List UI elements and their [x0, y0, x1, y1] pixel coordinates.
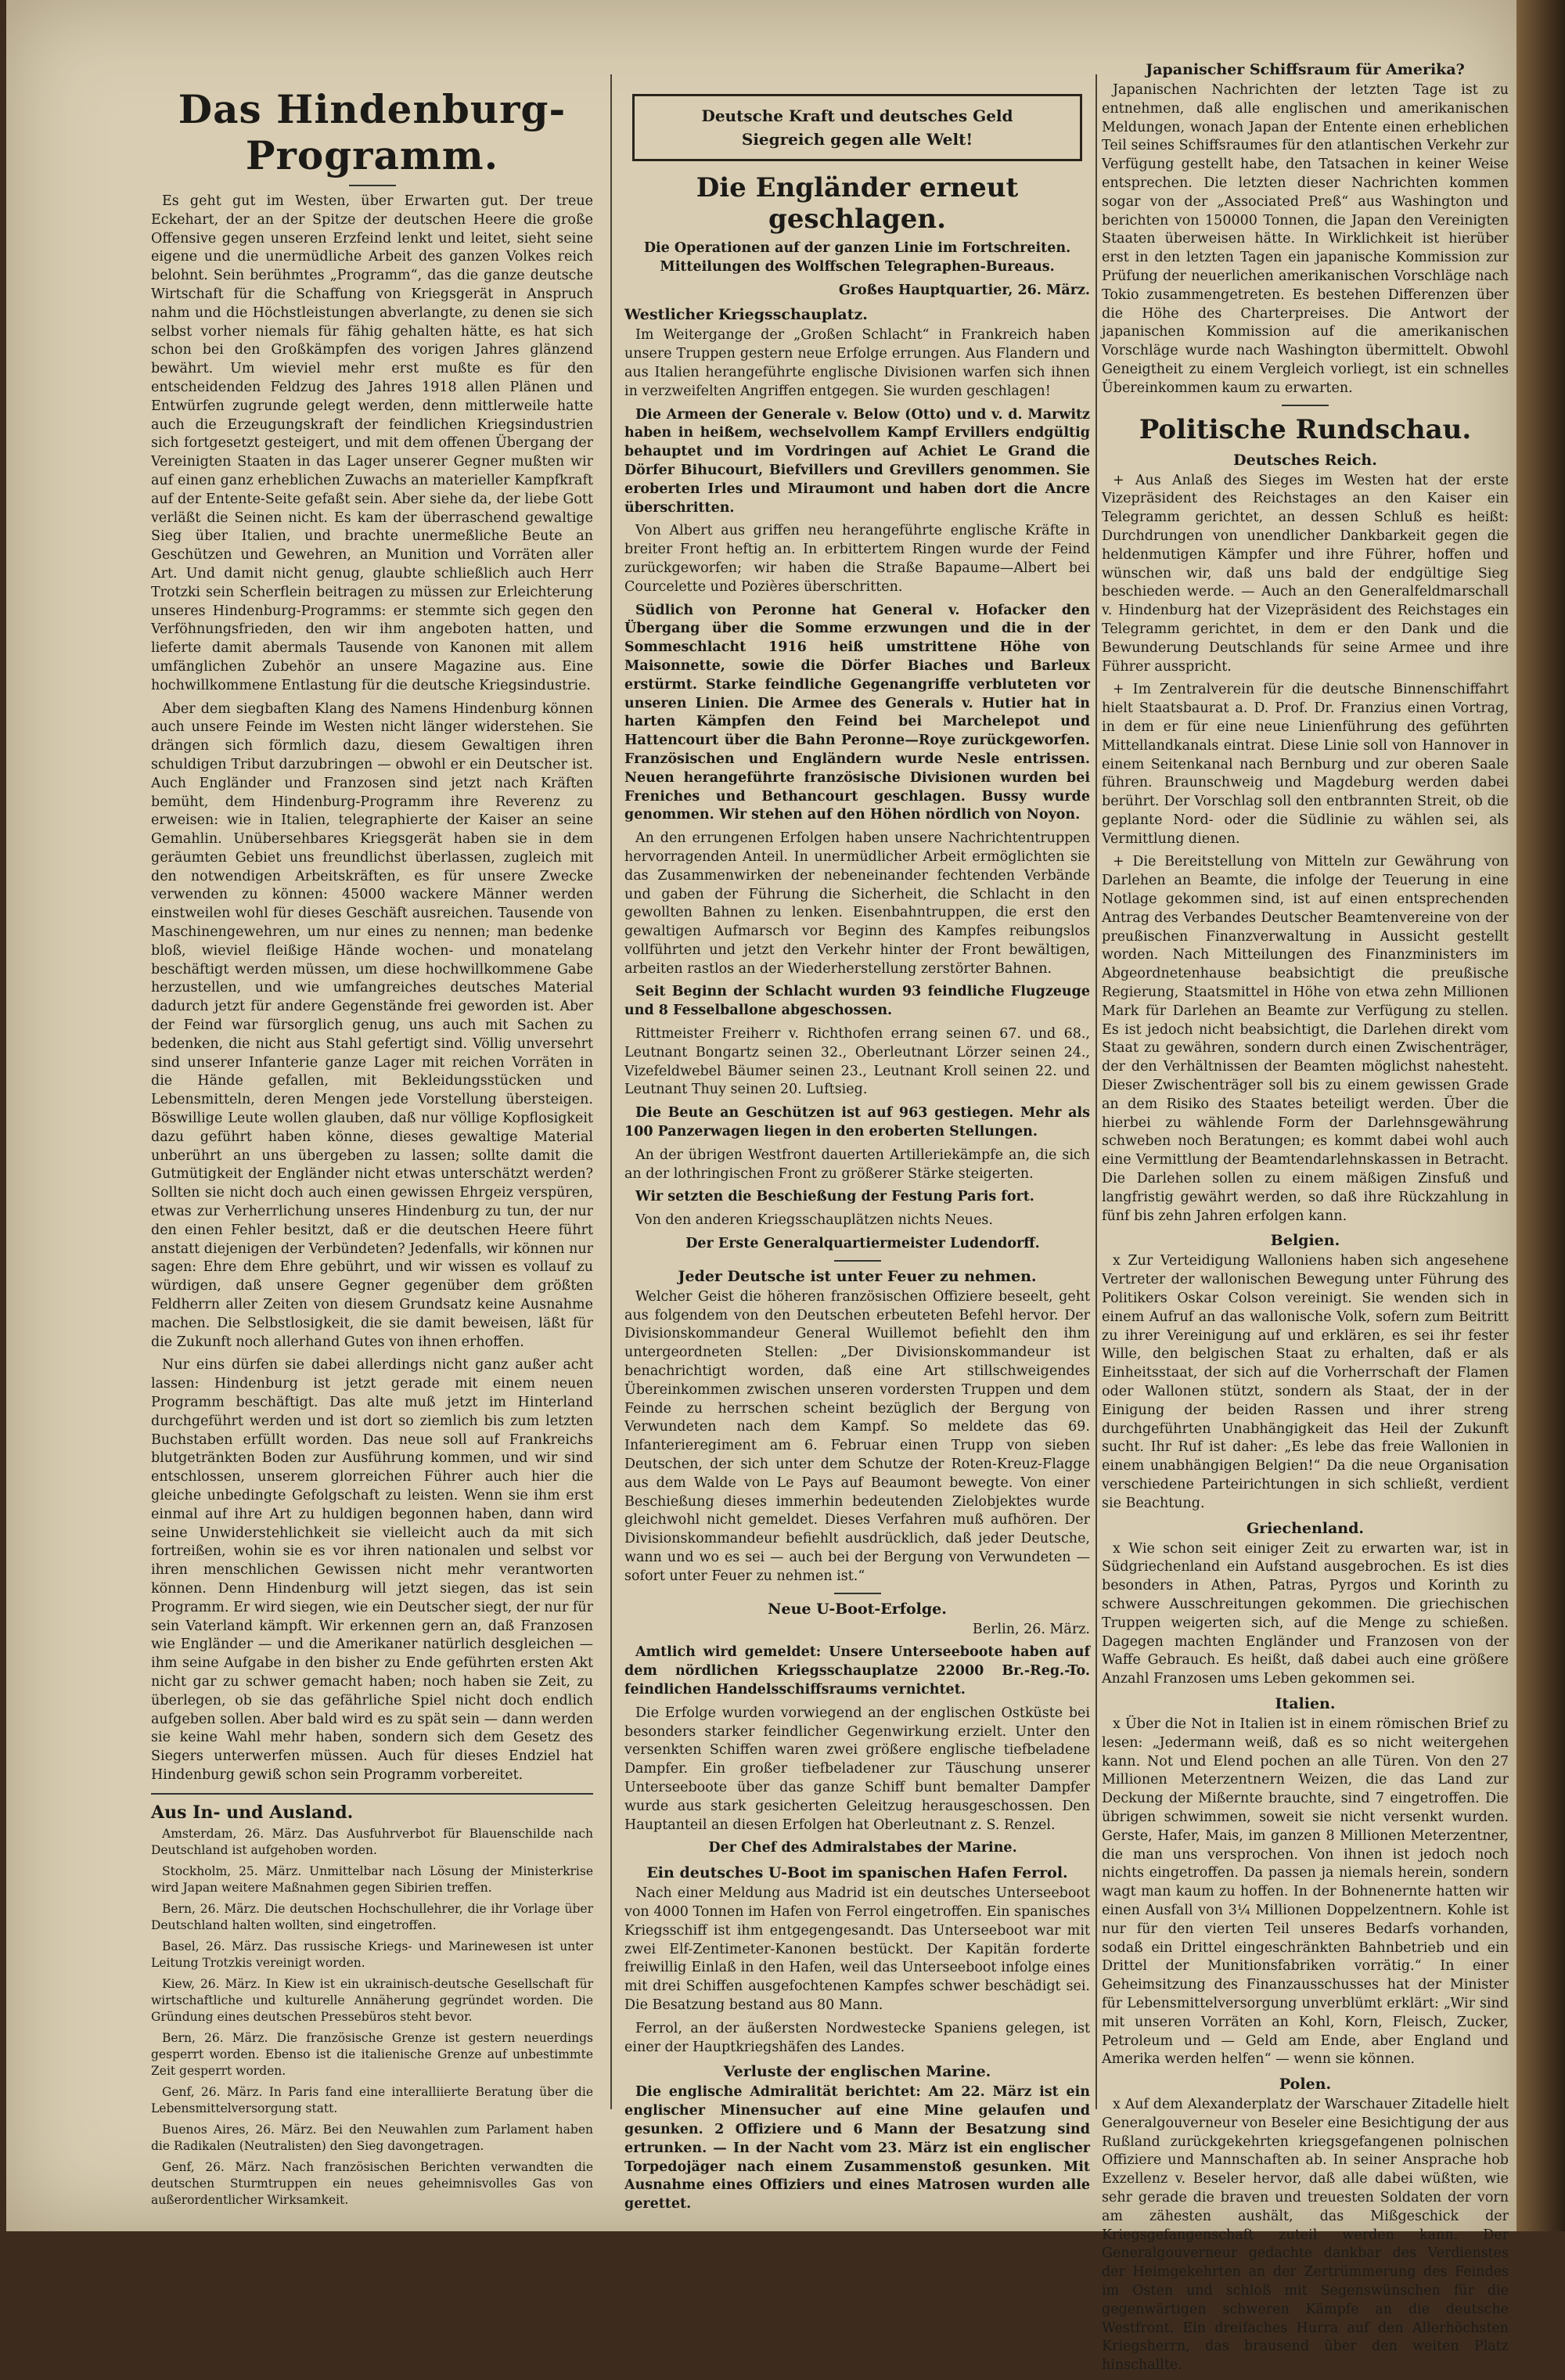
article-paragraph: Nur eins dürfen sie dabei allerdings nicht ganz außer acht lassen: Hindenburg ist jetzt gerade mit einem neuen Programm beschäftigt. Das alte muß jetzt im Hinterland durchgeführt werden und ist dort so ziemlich bis zum letzten Buchstaben erfüllt worden. Das neue soll auf Frankreichs blutgetränkten Boden zur Ausführung kommen, und wir sind entschlossen, unserem glorreichen Führer auch hier die gleiche unbedingte Gefolgschaft zu leisten. Wenn sie ihm erst einmal auf ihre Art zu huldigen begonnen haben, dann wird seine Unwiderstehlichkeit sie vielleicht auch da mit sich fortreißen, wohin sie es vor ihren nationalen und selbst vor ihren menschlichen Gewissen nicht mehr verantworten können. Denn Hindenburg will jetzt siegen, das ist sein Programm. Er wird siegen, wie ein Deutscher siegt, der nur für sein Vaterland kämpft. Wir erkennen gern an, daß Franzosen wie Engländer — und die Amerikaner natürlich desgleichen — ihm seine Aufgabe in den bisher zu Ende geführten ersten Akt nicht gar zu schwer gemacht haben; noch haben sie Zeit, zu überlegen, ob sie das gefährliche Spiel nicht doch endlich aufgeben sollen. Aber bald wird es zu spät sein — dann werden sie keine Wahl mehr haben, sondern sich dem Gesetz des Siegers unterwerfen müssen. Auch für dieses Endziel hat Hindenburg gewiß schon sein Programm vorbereitet.	[151, 1357, 593, 1783]
report-paragraph: Rittmeister Freiherr v. Richthofen errang seinen 67. und 68., Leutnant Bongartz seinen 32., Oberleutnant Lörzer seinen 24., Vizefeldwebel Bäumer seinen 23., Leutnant Kroll seinen 22. und Leutnant Thuy seinen 20. Luftsieg.	[624, 1026, 1090, 1098]
report-paragraph: Wir setzten die Beschießung der Festung Paris fort.	[635, 1189, 1034, 1205]
dateline: Großes Hauptquartier, 26. März.	[838, 282, 1090, 298]
subheading: Verluste der englischen Marine.	[723, 2063, 991, 2081]
divider	[834, 1260, 881, 1262]
sub-paragraph: Amtlich wird gemeldet: Unsere Unterseeboote haben auf dem nördlichen Kriegsschauplatze 22000 Br.-Reg.-To. feindlichen Handelsschiffsraums vernichtet.	[624, 1644, 1090, 1698]
slogan-line: Deutsche Kraft und deutsches Geld	[701, 106, 1013, 125]
subheadline: Die Operationen auf der ganzen Linie im Fortschreiten. Mitteilungen des Wolffschen Telegraphen-Bureaus.	[643, 240, 1071, 275]
dateline: Berlin, 26. März.	[972, 1621, 1090, 1637]
sub-paragraph: Die englische Admiralität berichtet: Am 22. März ist ein englischer Minensucher auf eine Mine gelaufen und gesunken. 2 Offiziere und 6 Mann der Besatzung sind ertrunken. — In der Nacht vom 23. März ist ein englischer Torpedojäger nach einem Zusammenstoß gesunken. Mit Ausnahme eines Offiziers und eines Matrosen wurden alle gerettet.	[624, 2084, 1090, 2213]
section-title-ausland: Aus In- und Ausland.	[151, 1802, 354, 1823]
column-rule	[610, 74, 612, 2109]
sub-paragraph: Ferrol, an der äußersten Nordwestecke Spaniens gelegen, ist einer der Hauptkriegshäfen des Landes.	[624, 2020, 1090, 2055]
column-3	[1102, 55, 1509, 2380]
report-paragraph: Südlich von Peronne hat General v. Hofacker den Übergang über die Somme erzwungen und die in der Sommeschlacht 1916 heiß umstrittene Höhe von Maisonnette, sowie die Dörfer Biaches und Barleux erstürmt. Starke feindliche Gegenangriffe verbluteten vor unseren Linien. Die Armee des Generals v. Hutier hat in harten Kämpfen den Feind bei Marchelepot und Hattencourt über die Bahn Peronne—Roye zurückgeworfen. Französischen und Engländern wurde Nesle entrissen. Neuen herangeführte französische Divisionen wurden bei Freniches und Bethancourt geschlagen. Bussy wurde genommen. Wir stehen auf den Höhen nördlich von Noyon.	[624, 602, 1090, 823]
news-item: Bern, 26. März. Die französische Grenze ist gestern neuerdings gesperrt worden. Ebenso ist die italienische Grenze auf unbestimmte Zeit gesperrt worden.	[151, 2030, 593, 2078]
article-paragraph: + Im Zentralverein für die deutsche Binnenschiffahrt hielt Staatsbaurat a. D. Prof. Dr. Franzius einen Vortrag, in dem er für eine neue Linienführung des geführten Mittellandkanals eintrat. Diese Linie soll von Hannover in einem Seitenkanal nach Bernburg und zur oberen Saale führen. Braunschweig und Magdeburg werden dabei berührt. Der Vorschlag soll den entbrannten Streit, ob die geplante Nord- oder die Südlinie zu wählen sei, als Vermittlung dienen.	[1102, 682, 1509, 847]
subheading: Jeder Deutsche ist unter Feuer zu nehmen.	[678, 1267, 1037, 1285]
report-paragraph: Von den anderen Kriegsschauplätzen nichts Neues.	[635, 1212, 993, 1229]
book-spine	[1516, 0, 1565, 2231]
sub-paragraph: Nach einer Meldung aus Madrid ist ein deutsches Unterseeboot von 4000 Tonnen im Hafen von Ferrol eingetroffen. Ein spanisches Kriegsschiff ist ihm entgegengesandt. Das Unterseeboot war mit zwei Elf-Zentimeter-Kanonen bestückt. Der Kapitän forderte freiwillig Einlaß in den Hafen, weil das Unterseeboot infolge eines mit drei Schiffen ausgefochtenen Kampfes schwer beschädigt sei. Die Besatzung bestand aus 80 Mann.	[624, 1885, 1090, 2013]
news-item: Bern, 26. März. Die deutschen Hochschullehrer, die ihr Vorlage über Deutschland halten wollten, sind eingetroffen.	[151, 1901, 593, 1932]
report-paragraph: An der übrigen Westfront dauerten Artilleriekämpfe an, die sich an der lothringischen Front zu größerer Stärke steigerten.	[624, 1147, 1090, 1182]
divider	[349, 185, 396, 186]
slogan-line: Siegreich gegen alle Welt!	[741, 130, 973, 149]
subheading: Griechenland.	[1246, 1519, 1365, 1537]
report-paragraph: Die Armeen der Generale v. Below (Otto) und v. d. Marwitz haben in heißem, wechselvollem Kampf Ervillers endgültig behauptet und im Vordringen auf Achiet Le Grand die Dörfer Bihucourt, Biefvillers und Grevillers genommen. Sie eroberten Irles und Miraumont und haben dort die Ancre überschritten.	[624, 406, 1090, 516]
news-item: Buenos Aires, 26. März. Bei den Neuwahlen zum Parlament haben die Radikalen (Neutralisten) den Sieg davongetragen.	[151, 2122, 593, 2153]
news-item: Basel, 26. März. Das russische Kriegs- und Marinewesen ist unter Leitung Trotzkis vereinigt worden.	[151, 1939, 593, 1970]
article-paragraph: Japanischen Nachrichten der letzten Tage ist zu entnehmen, daß alle englischen und amerikanischen Meldungen, wonach Japan der Entente einen erheblichen Teil seines Schiffsraumes für den atlantischen Verkehr zur Verfügung gestellt habe, den Tatsachen in keiner Weise entsprechen. Die letzten dieser Nachrichten kommen sogar von der „Associated Preß“ aus Washington und berichten von 150000 Tonnen, die Japan den Vereinigten Staaten überweisen hätte. In Wirklichkeit ist hierüber erst in den letzten Tagen ein japanische Kommission zur Prüfung der neuerlichen amerikanischen Vorschläge nach Tokio zusammengetreten. Es bestehen Differenzen über die Höhe des Charterpreises. Die Antwort der japanischen Kommission auf die amerikanischen Vorschläge wurde nach Washington übermittelt. Obwohl Geneigtheit zu einem Vergleich vorliegt, ist ein schnelles Übereinkommen kaum zu erwarten.	[1102, 82, 1509, 396]
signature: Der Erste Generalquartiermeister Ludendorff.	[685, 1236, 1040, 1252]
newspaper-page	[6, 0, 1516, 2374]
news-item: Stockholm, 25. März. Unmittelbar nach Lösung der Ministerkrise wird Japan weitere Maßnahmen gegen Sibirien treffen.	[151, 1863, 593, 1895]
article-paragraph: + Aus Anlaß des Sieges im Westen hat der erste Vizepräsident des Reichstages an den Kaiser ein Telegramm gerichtet, an dessen Schluß es heißt: Durchdrungen von unendlicher Dankbarkeit gegen die heldenmutigen Kämpfer und ihre Führer, hoffen und wünschen wir, daß uns bald der endgültige Sieg beschieden werde. — Auch an den Generalfeldmarschall v. Hindenburg hat der Vizepräsident des Reichstages ein Telegramm gerichtet, in dem er den Dank und die Bewunderung Deutschlands für seine Armee und ihre Führer ausspricht.	[1102, 472, 1509, 675]
section-title-rundschau: Politische Rundschau.	[1139, 413, 1472, 445]
slogan-box	[632, 94, 1082, 161]
news-item: Genf, 26. März. Nach französischen Berichten verwandten die deutschen Sturmtruppen ein neues geheimnisvolles Gas von außerordentlicher Wirksamkeit.	[151, 2159, 593, 2207]
column-rule	[1096, 74, 1097, 2109]
subheading: Japanischer Schiffsraum für Amerika?	[1146, 61, 1465, 78]
subheading: Italien.	[1275, 1694, 1336, 1712]
article-paragraph: Aber dem siegbaften Klang des Namens Hindenburg können auch unsere Feinde im Westen nicht länger widerstehen. Sie drängen sich förmlich dazu, diesem Gewaltigen ihren schuldigen Tribut darzubringen — obwohl er ein Deutscher ist. Auch Engländer und Franzosen sind jetzt nach Kräften bemüht, dem Hindenburg-Programm ihre Reverenz zu erweisen: wie in Italien, telegraphierte der Kaiser an seine Gemahlin. Unübersehbares Kriegsgerät haben sie in dem geräumten Gebiet uns freundlichst überlassen, zugleich mit den notwendigen Arbeitskräften, es für unsere Zwecke verwenden zu können: 45000 wackere Männer werden einstweilen wohl für dieses Geschäft ausreichen. Tausende von Maschinengewehren, um nur eines zu nennen; man bedenke bloß, wieviel fleißige Hände wochen- und monatelang beschäftigt werden müssen, um diese hochwillkommene Gabe herzustellen, und wie umfangreiches deutsches Material dadurch jetzt für andere Gegenstände frei geworden ist. Aber der Feind war fürsorglich genug, uns auch mit Sachen zu bedenken, die nicht aus Stahl gefertigt sind. Völlig unversehrt sind unserer Infanterie ganze Lager mit reichen Vorräten in die Hände gefallen, mit Bekleidungsstücken und Lebensmitteln, deren Mengen jede Vorstellung übersteigen. Böswillige Leute wollen glauben, daß nur völlige Kopflosigkeit dazu geführt haben könne, dieses gewaltige Material unberührt an uns übergeben zu lassen; sollte damit die Gutmütigkeit der Engländer nicht etwas unterschätzt werden? Sollten sie nicht doch auch einen gewissen Ehrgeiz verspüren, etwas zur Verherrlichung unseres Hindenburg zu tun, der nur den einen Fehler besitzt, daß er die deutschen Heere führt anstatt diejenigen der Verbündeten? Jedenfalls, wir können nur sagen: Ehre dem Ehre gebührt, und wir wissen es vollauf zu würdigen, daß unsere Gegner gegenüber dem größten Feldherrn aller Zeiten von diesem Grundsatz keine Ausnahme machen. Die Selbstlosigkeit, die sie damit beweisen, läßt für die Zukunft noch allerhand Gutes von ihnen erhoffen.	[151, 700, 593, 1350]
article-paragraph: x Über die Not in Italien ist in einem römischen Brief zu lesen: „Jedermann weiß, daß es so nicht weitergehen kann. Not und Elend pochen an alle Türen. Von den 27 Millionen Meterzentnern Weizen, die das Land zur Deckung der Mißernte brauchte, sind 7 eingetroffen. Die übrigen schwimmen, soweit sie nicht versenkt wurden. Gerste, Hafer, Mais, im ganzen 8 Millionen Meterzentner, die man uns versprochen. Von ihnen ist jedoch noch nichts eingetroffen. Da passen ja niemals herein, sondern wagt man kaum zu hoffen. In der Bohnenernte hatten wir einen Ausfall von 3¼ Millionen Doppelzentnern. Kohle ist nur für den vierten Teil unseres Bedarfs vorhanden, sodaß ein Drittel eingeschränkten Bahnbetrieb und ein Drittel der Munitionsfabriken vorrätig.“ In einer Geheimsitzung des Finanzausschusses hat der Minister für Lebensmittelversorgung unverblümt erklärt: „Wir sind mit unseren Vorräten an Kohl, Korn, Fleisch, Zucker, Petroleum und — Geld am Ende, aber England und Amerika werden helfen“ — wenn sie können.	[1102, 1716, 1509, 2068]
divider	[1282, 405, 1329, 406]
subheading: Ein deutsches U-Boot im spanischen Hafen Ferrol.	[646, 1864, 1068, 1882]
report-paragraph: Die Beute an Geschützen ist auf 963 gestiegen. Mehr als 100 Panzerwagen liegen in den eroberten Stellungen.	[624, 1105, 1090, 1140]
column-2	[624, 70, 1090, 2219]
divider	[151, 1793, 593, 1795]
divider	[834, 1593, 881, 1594]
subheading: Belgien.	[1270, 1232, 1340, 1250]
news-item: Genf, 26. März. In Paris fand eine interalliierte Beratung über die Lebensmittelversorgung statt.	[151, 2084, 593, 2115]
subheading: Deutsches Reich.	[1233, 451, 1377, 469]
article-paragraph: x Zur Verteidigung Walloniens haben sich angesehene Vertreter der wallonischen Bewegung unter Führung des Politikers Oskar Colson vereinigt. Sie wenden sich in einem Aufruf an das wallonische Volk, sofern zum Beitritt zu ihrer Vereinigung auf und erklären, es sei ihr fester Wille, den belgischen Staat zu erhalten, daß er als Einheitsstaat, der sich auf die Vorherrschaft der Flamen oder Wallonen stützt, sondern als Staat, der in der Einigung der beiden Rassen und ihrer streng durchgeführten Unabhängigkeit das Heil der Zukunft sucht. Ihr Ruf ist daher: „Es lebe das freie Wallonien in einem unabhängigen Belgien!“ Da die neue Organisation verschiedene Parteirichtungen in sich schließt, verdient sie Beachtung.	[1102, 1253, 1509, 1511]
column-1	[151, 70, 593, 2213]
report-paragraph: Im Weitergange der „Großen Schlacht“ in Frankreich haben unsere Truppen gestern neue Erfolge errungen. Aus Flandern und aus Italien herangeführte englische Divisionen warfen sich ihnen in verzweifelten Angriffen entgegen. Sie wurden geschlagen!	[624, 327, 1090, 399]
article-title-hindenburg: Das Hindenburg-Programm.	[178, 86, 567, 178]
report-paragraph: An den errungenen Erfolgen haben unsere Nachrichtentruppen hervorragenden Anteil. In unermüdlicher Arbeit ermöglichten sie das Zusammenwirken der nebeneinander fechtenden Verbände und gaben der Führung die Sicherheit, die Schlacht in den gewollten Bahnen zu lenken. Eisenbahntruppen, die erst den gewaltigen Aufmarsch vor Beginn des Kampfes reibungslos vollführten und jetzt den Verkehr hinter der Front bewältigen, arbeiten rastlos an der Wiederherstellung zerstörter Bahnen.	[624, 830, 1090, 977]
news-item: Kiew, 26. März. In Kiew ist ein ukrainisch-deutsche Gesellschaft für wirtschaftliche und kulturelle Annäherung gegründet worden. Die Gründung eines deutschen Pressebüros steht bevor.	[151, 1976, 593, 2024]
article-paragraph: Es geht gut im Westen, über Erwarten gut. Der treue Eckehart, der an der Spitze der deutschen Heere die große Offensive gegen unseren Erzfeind lenkt und leitet, sieht seine eigene und die unermüdliche Arbeit des ganzen Volkes reich belohnt. Sein berühmtes „Programm“, das die ganze deutsche Wirtschaft für die Schaffung von Kriegsgerät in Anspruch nahm und die Höchstleistungen abverlangte, zu denen sie sich selbst vorher niemals für fähig gehalten hätte, es hat sich schon bei den Großkämpfen des vorigen Jahres glänzend bewährt. Um wieviel mehr erst mußte es für den entscheidenden Feldzug des Jahres 1918 allen Plänen und Entwürfen zugrunde gelegt werden, denn mittlerweile hatte auch die Erzeugungskraft der feindlichen Kriegsindustrien sich fortgesetzt gesteigert, und mit dem offenen Übergang der Vereinigten Staaten in das Lager unserer Gegner mußten wir auf einen ganz erheblichen Zuwachs an materieller Kampfkraft auf der Entente-Seite gefaßt sein. Aber siehe da, der liebe Gott verläßt die Seinen nicht. Es kam der überraschend gewaltige Sieg über Italien, und brachte unermeßliche Beute an Geschützen und Gewehren, an Munition und Vorräten aller Art. Und damit nicht genug, glaubte schließlich auch Herr Trotzki sein Scherflein beitragen zu müssen zur Erleichterung unseres Hindenburg-Programms: er stemmte sich gegen den Verföhnungsfrieden, den wir ihm angeboten hatten, und lieferte damit abermals Tausende von Kanonen mit allem umfänglichen Zubehör an unsere Magazine aus. Eine hochwillkommene Entlastung für die deutsche Kriegsindustrie.	[151, 193, 593, 693]
subheading: Neue U-Boot-Erfolge.	[768, 1600, 947, 1618]
subheading: Polen.	[1279, 2076, 1332, 2094]
signature: Der Chef des Admiralstabes der Marine.	[708, 1840, 1017, 1856]
article-paragraph: x Wie schon seit einiger Zeit zu erwarten war, ist in Südgriechenland ein Aufstand ausgebrochen. Es ist dies besonders in Athen, Patras, Pyrgos und Korinth zu schwere Ausschreitungen gekommen. Die griechischen Truppen weigerten sich, auf die Menge zu schießen. Dagegen machten Engländer und Franzosen von der Waffe Gebrauch. Es heißt, daß dabei auch eine größere Anzahl Franzosen ums Leben gekommen sei.	[1102, 1540, 1509, 1687]
report-paragraph: Seit Beginn der Schlacht wurden 93 feindliche Flugzeuge und 8 Fesselballone abgeschossen.	[624, 984, 1090, 1019]
headline: Die Engländer erneut geschlagen.	[696, 172, 1019, 235]
theater-heading: Westlicher Kriegsschauplatz.	[624, 306, 868, 324]
news-item: Amsterdam, 26. März. Das Ausfuhrverbot für Blauenschilde nach Deutschland ist aufgehoben worden.	[151, 1826, 593, 1857]
article-paragraph: + Die Bereitstellung von Mitteln zur Gewährung von Darlehen an Beamte, die infolge der Teuerung in eine Notlage gekommen sind, ist auf einen entsprechenden Antrag des Verbandes Deutscher Beamtenvereine von der preußischen Finanzverwaltung in Aussicht gestellt worden. Nach Mitteilungen des Finanzministers im Abgeordnetenhause beabsichtigt die preußische Regierung, Staatsmittel in Höhe von etwa zehn Millionen Mark für Darlehen an Beamte zur Verfügung zu stellen. Es ist jedoch nicht beabsichtigt, die Darlehen direkt vom Staat zu gewähren, sondern durch einen Zwischenträger, der den Verhältnissen der Beamten möglichst nahesteht. Dieser Zwischenträger soll bis zu einem gewissen Grade an dem Risiko des Staates beteiligt werden. Über die hierbei zu wählende Form der Darlehnsgewährung schweben noch Beratungen; es kommt dabei wohl auch eine Vermittlung der Beamtendarlehnskassen in Betracht. Die Darlehen sollen zu einem mäßigen Zinsfuß und langfristig gewährt werden, so daß ihre Rückzahlung in fünf bis zehn Jahren erfolgen kann.	[1102, 854, 1509, 1224]
sub-paragraph: Welcher Geist die höheren französischen Offiziere beseelt, geht aus folgendem von den Deutschen erbeuteten Befehl hervor. Der Divisionskommandeur General Wuillemot befiehlt den ihm untergeordneten Stellen: „Der Divisionskommandeur ist benachrichtigt worden, daß eine Art stillschweigendes Übereinkommen zwischen unseren vordersten Truppen und dem Feinde zu herrschen scheint bezüglich der Bergung von Verwundeten nach dem Kampf. So meldete das 69. Infanterieregiment am 6. Februar einen Trupp von sieben Deutschen, der sich unter dem Schutze der Roten-Kreuz-Flagge aus dem Walde von Le Pays auf Beaumont bewegte. Von einer Beschießung dieses immerhin bedeutenden Zielobjektes wurde gleichwohl nicht gemeldet. Dieses Verfahren muß aufhören. Der Divisionskommandeur befiehlt ausdrücklich, daß jeder Deutsche, wann und wo es sei — auch bei der Bergung von Verwundeten — sofort unter Feuer zu nehmen ist.“	[624, 1288, 1090, 1584]
article-paragraph: x Auf dem Alexanderplatz der Warschauer Zitadelle hielt Generalgouverneur von Beseler eine Besichtigung der aus Rußland zurückgekehrten kriegsgefangenen polnischen Offiziere und Mannschaften ab. In seiner Ansprache hob Exzellenz v. Beseler hervor, daß alle dabei wüßten, wie sehr gerade die braven und treuesten Soldaten der vorn am zähesten aushält, das Mißgeschick der Kriegsgefangenschaft zuteil werden kann. Der Generalgouverneur gedachte dankbar des Verdienstes der Heimgekehrten an der Zertrümmerung des Feindes im Osten und schloß mit Segenswünschen für die gegenwärtigen schweren Kämpfe an die deutsche Westfront. Ein dreifaches Hurra auf den Allerhöchsten Kriegsherrn, das brausend über den weiten Platz hinschallte.	[1102, 2097, 1509, 2374]
report-paragraph: Von Albert aus griffen neu herangeführte englische Kräfte in breiter Front heftig an. In erbittertem Ringen wurde der Feind zurückgeworfen; wir haben die Straße Bapaume—Albert bei Courcelette und Pozières überschritten.	[624, 523, 1090, 595]
sub-paragraph: Die Erfolge wurden vorwiegend an der englischen Ostküste bei besonders starker feindlicher Gegenwirkung erzielt. Unter den versenkten Schiffen waren zwei größere englische tiefbeladene Dampfer. Ein großer tiefbeladener zur Täuschung unserer Unterseeboote über das ganze Schiff bunt bemalter Dampfer wurde aus stark gesicherten Geleitzug herausgeschossen. Den Hauptanteil an diesen Erfolgen hat Oberleutnant z. S. Renzel.	[624, 1705, 1090, 1833]
